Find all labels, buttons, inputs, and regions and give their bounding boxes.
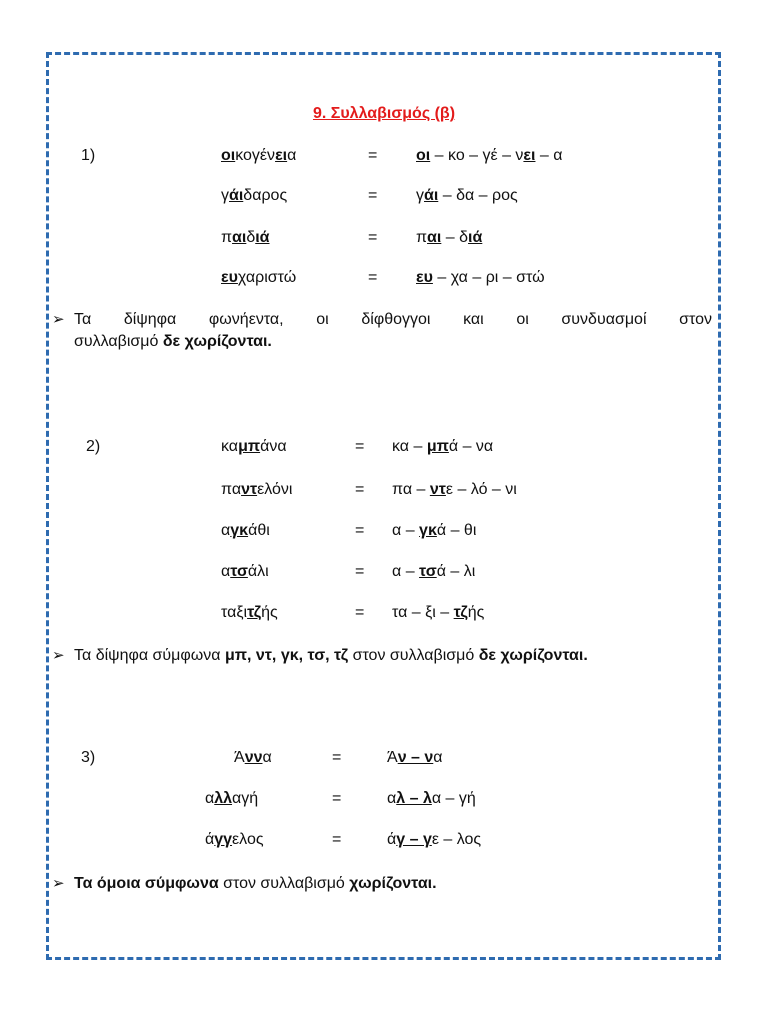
syllable-text: α xyxy=(287,147,297,164)
highlighted-syllable: αι xyxy=(232,229,247,246)
syllable-text: – δα – ρος xyxy=(438,187,518,204)
equals-sign: = xyxy=(355,481,365,498)
syllable-text: τα – ξι – xyxy=(392,604,454,621)
syllable-text: δ xyxy=(246,229,256,246)
equals-sign: = xyxy=(368,187,378,204)
syllable-text: ε – λος xyxy=(431,831,482,848)
syllable-text: – δ xyxy=(441,229,469,246)
highlighted-syllable: αι xyxy=(427,229,442,246)
syllabification xyxy=(392,437,493,457)
highlighted-syllable: ευ xyxy=(221,269,238,286)
syllable-text: άλι xyxy=(247,563,269,580)
syllabification xyxy=(392,521,476,541)
syllable-text: α – xyxy=(392,522,420,539)
highlighted-syllable: ιά xyxy=(255,229,270,246)
arrow-bullet-icon: ➢ xyxy=(52,311,65,328)
syllable-text: κογέν xyxy=(235,147,276,164)
word xyxy=(205,789,258,809)
arrow-bullet-icon: ➢ xyxy=(52,875,65,892)
highlighted-syllable: γκ xyxy=(419,522,437,539)
dashed-border-frame xyxy=(46,52,721,960)
word xyxy=(221,268,296,288)
equals-sign: = xyxy=(332,831,342,848)
syllable-text: πα – xyxy=(392,481,430,498)
highlighted-syllable: νν xyxy=(244,749,263,766)
highlighted-syllable: λλ xyxy=(214,790,233,807)
syllable-text: γ xyxy=(416,187,424,204)
arrow-bullet-icon: ➢ xyxy=(52,647,65,664)
syllable-text: α xyxy=(433,749,443,766)
syllable-text: άθι xyxy=(248,522,270,539)
word xyxy=(221,562,269,582)
syllabification xyxy=(416,228,482,248)
syllable-text: α xyxy=(221,563,231,580)
syllable-text: ής xyxy=(261,604,278,621)
syllabification xyxy=(387,789,476,809)
equals-sign: = xyxy=(355,604,365,621)
syllabification xyxy=(416,146,563,166)
syllable-text: ά – να xyxy=(448,438,494,455)
syllable-text: κα – xyxy=(392,438,427,455)
syllabification xyxy=(387,830,481,850)
highlighted-syllable: ει xyxy=(523,147,536,164)
rule-3-emphasis-1: Τα όμοια σύμφωνα xyxy=(74,875,219,892)
rule-2-digraphs: μπ, ντ, γκ, τσ, τζ xyxy=(224,647,349,664)
word xyxy=(221,480,292,500)
syllable-text: ελος xyxy=(232,831,264,848)
syllable-text: π xyxy=(221,229,233,246)
rule-1 xyxy=(52,309,712,353)
syllable-text: α xyxy=(387,790,397,807)
syllable-text: αγή xyxy=(232,790,259,807)
syllable-text: π xyxy=(416,229,428,246)
syllable-text: ής xyxy=(467,604,485,621)
highlighted-syllable: άι xyxy=(424,187,439,204)
syllable-text: ελόνι xyxy=(257,481,293,498)
syllable-text: – χα – ρι – στώ xyxy=(432,269,545,286)
syllable-text: πα xyxy=(221,481,242,498)
highlighted-syllable: ντ xyxy=(241,481,258,498)
highlighted-syllable: μπ xyxy=(238,438,261,455)
word xyxy=(221,228,270,248)
syllable-text: α xyxy=(262,749,272,766)
highlighted-syllable: ει xyxy=(275,147,288,164)
word xyxy=(205,830,264,850)
syllable-text: Ά xyxy=(387,749,398,766)
highlighted-syllable: γ – γ xyxy=(396,831,432,848)
rule-2-emphasis: δε χωρίζονται. xyxy=(478,647,588,664)
syllabification xyxy=(416,268,545,288)
highlighted-syllable: ιά xyxy=(468,229,483,246)
equals-sign: = xyxy=(368,147,378,164)
highlighted-syllable: γγ xyxy=(214,831,233,848)
equals-sign: = xyxy=(368,269,378,286)
equals-sign: = xyxy=(332,749,342,766)
rule-3 xyxy=(52,873,437,895)
syllable-text: – κο – γέ – ν xyxy=(430,147,524,164)
syllable-text: ά – λι xyxy=(436,563,476,580)
syllable-text: α – γή xyxy=(431,790,476,807)
highlighted-syllable: τζ xyxy=(247,604,262,621)
syllable-text: – α xyxy=(535,147,563,164)
highlighted-syllable: άι xyxy=(229,187,244,204)
syllable-text: χαριστώ xyxy=(237,269,297,286)
highlighted-syllable: μπ xyxy=(426,438,449,455)
rule-3-text: στον συλλαβισμό xyxy=(218,875,350,892)
equals-sign: = xyxy=(355,438,365,455)
highlighted-syllable: ευ xyxy=(416,269,433,286)
highlighted-syllable: λ – λ xyxy=(396,790,432,807)
equals-sign: = xyxy=(355,522,365,539)
equals-sign: = xyxy=(368,229,378,246)
highlighted-syllable: τσ xyxy=(419,563,437,580)
syllabification xyxy=(392,562,475,582)
syllabification xyxy=(416,186,518,206)
rule-3-emphasis-2: χωρίζονται. xyxy=(349,875,437,892)
syllable-text: ε – λό – νι xyxy=(445,481,517,498)
syllable-text: δαρος xyxy=(243,187,288,204)
highlighted-syllable: οι xyxy=(416,147,431,164)
highlighted-syllable: ντ xyxy=(429,481,446,498)
equals-sign: = xyxy=(332,790,342,807)
section-2-number: 2) xyxy=(86,438,101,455)
word xyxy=(221,437,287,457)
syllable-text: α xyxy=(221,522,231,539)
syllable-text: ά xyxy=(387,831,397,848)
rule-2-text-mid: στον συλλαβισμό xyxy=(348,647,479,664)
rule-1-line-1: Τα δίψηφα φωνήεντα, οι δίφθογγοι και οι συνδυασμοί στον xyxy=(74,311,712,328)
rule-1-emphasis: δε χωρίζονται. xyxy=(162,333,272,350)
syllable-text: α – xyxy=(392,563,420,580)
syllable-text: γ xyxy=(221,187,229,204)
rule-1-line-2-text: συλλαβισμό xyxy=(74,333,163,350)
word xyxy=(234,748,272,768)
highlighted-syllable: τζ xyxy=(453,604,468,621)
word xyxy=(221,146,296,166)
syllabification xyxy=(387,748,443,768)
highlighted-syllable: οι xyxy=(221,147,236,164)
highlighted-syllable: ν – ν xyxy=(397,749,434,766)
word xyxy=(221,603,278,623)
rule-2-text: Τα δίψηφα σύμφωνα xyxy=(74,647,225,664)
syllable-text: ά xyxy=(205,831,215,848)
word xyxy=(221,521,270,541)
syllabification xyxy=(392,603,484,623)
syllable-text: Ά xyxy=(234,749,245,766)
highlighted-syllable: γκ xyxy=(230,522,249,539)
equals-sign: = xyxy=(355,563,365,580)
rule-2 xyxy=(52,645,588,667)
syllable-text: α xyxy=(205,790,215,807)
syllable-text: ά – θι xyxy=(436,522,477,539)
highlighted-syllable: τσ xyxy=(230,563,248,580)
section-3-number: 3) xyxy=(81,749,96,766)
syllable-text: άνα xyxy=(260,438,287,455)
page-title: 9. Συλλαβισμός (β) xyxy=(312,105,456,122)
syllable-text: κα xyxy=(221,438,239,455)
section-1-number: 1) xyxy=(81,147,96,164)
syllable-text: ταξι xyxy=(221,604,248,621)
syllabification xyxy=(392,480,517,500)
word xyxy=(221,186,287,206)
